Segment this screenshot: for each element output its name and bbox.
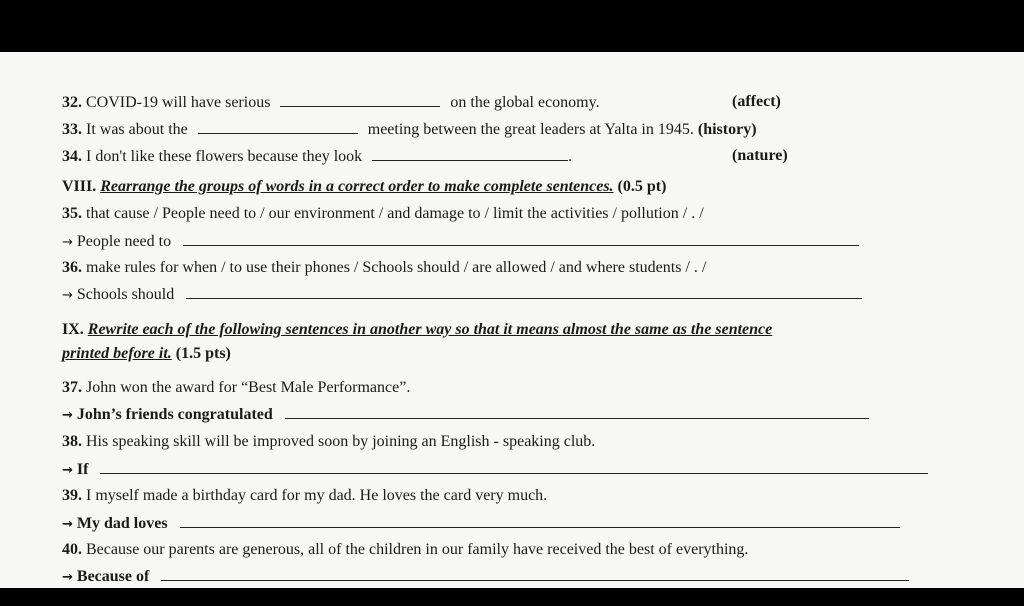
answer-blank[interactable]: [100, 459, 928, 474]
section-instruction-cont: printed before it.: [62, 345, 172, 362]
answer-line-36: [62, 284, 862, 306]
question-text: I myself made a birthday card for my dad. He loves the card very much.: [86, 487, 548, 504]
section-points: (0.5 pt): [617, 178, 667, 195]
question-34: [62, 146, 572, 167]
section-9-heading: [62, 320, 772, 340]
question-35: [62, 204, 704, 224]
answer-blank[interactable]: [280, 92, 440, 107]
section-instruction: Rearrange the groups of words in a correct order to make complete sentences.: [100, 178, 614, 195]
arrow-icon: →: [62, 570, 73, 585]
arrow-icon: →: [62, 517, 73, 532]
answer-start: Schools should: [76, 286, 175, 303]
question-number: 35.: [62, 205, 82, 222]
question-number: 36.: [62, 259, 82, 276]
answer-blank[interactable]: [161, 566, 909, 581]
question-37: [62, 378, 410, 398]
section-number: VIII.: [62, 178, 97, 195]
answer-start: People need to: [76, 233, 172, 250]
answer-line-38: [62, 459, 928, 481]
question-36: [62, 258, 706, 278]
question-text-after: .: [568, 148, 573, 165]
question-number: 39.: [62, 487, 82, 504]
question-number: 33.: [62, 121, 82, 138]
answer-blank[interactable]: [186, 284, 862, 299]
answer-blank[interactable]: [198, 119, 358, 134]
question-number: 38.: [62, 433, 82, 450]
question-39: [62, 486, 547, 506]
arrow-icon: →: [62, 288, 73, 303]
section-points: (1.5 pts): [175, 345, 231, 362]
question-text: His speaking skill will be improved soon by joining an English - speaking club.: [86, 433, 596, 450]
arrow-icon: →: [62, 463, 73, 478]
question-text: Because our parents are generous, all of the children in our family have received the best of everything.: [86, 541, 749, 558]
answer-line-39: [62, 513, 900, 535]
question-text-before: It was about the: [86, 121, 188, 138]
answer-line-35: [62, 231, 859, 253]
question-40: [62, 540, 748, 560]
question-text-before: I don't like these flowers because they look: [86, 148, 363, 165]
arrow-icon: →: [62, 235, 73, 250]
answer-line-37: [62, 404, 869, 426]
arrow-icon: →: [62, 408, 73, 423]
question-33: [62, 119, 757, 140]
answer-start: John’s friends congratulated: [76, 406, 273, 423]
question-text: John won the award for “Best Male Performance”.: [86, 379, 411, 396]
answer-blank[interactable]: [180, 513, 900, 528]
section-9-heading-cont: [62, 344, 231, 364]
question-text-after: meeting between the great leaders at Yalta in 1945.: [367, 121, 694, 138]
word-hint-33: (history): [697, 121, 757, 138]
question-number: 34.: [62, 148, 82, 165]
answer-start: Because of: [76, 568, 150, 585]
question-text-before: COVID-19 will have serious: [86, 94, 271, 111]
answer-start: My dad loves: [76, 515, 168, 532]
word-hint-32: (affect): [732, 93, 781, 110]
question-text: that cause / People need to / our environment / and damage to / limit the activities / pollution / . /: [86, 205, 704, 222]
answer-blank[interactable]: [285, 404, 869, 419]
answer-blank[interactable]: [183, 231, 859, 246]
question-38: [62, 432, 595, 452]
section-number: IX.: [62, 321, 84, 338]
question-32: [62, 92, 600, 113]
question-number: 40.: [62, 541, 82, 558]
question-text-after: on the global economy.: [450, 94, 600, 111]
answer-line-40: [62, 566, 909, 588]
question-number: 37.: [62, 379, 82, 396]
question-number: 32.: [62, 94, 82, 111]
section-instruction: Rewrite each of the following sentences in another way so that it means almost the same as the sentence: [87, 321, 773, 338]
answer-start: If: [76, 461, 89, 478]
worksheet-page: [0, 52, 1024, 588]
answer-blank[interactable]: [372, 146, 568, 161]
word-hint-34: (nature): [732, 147, 788, 164]
question-text: make rules for when / to use their phones / Schools should / are allowed / and where students / . /: [86, 259, 707, 276]
section-8-heading: [62, 177, 666, 197]
